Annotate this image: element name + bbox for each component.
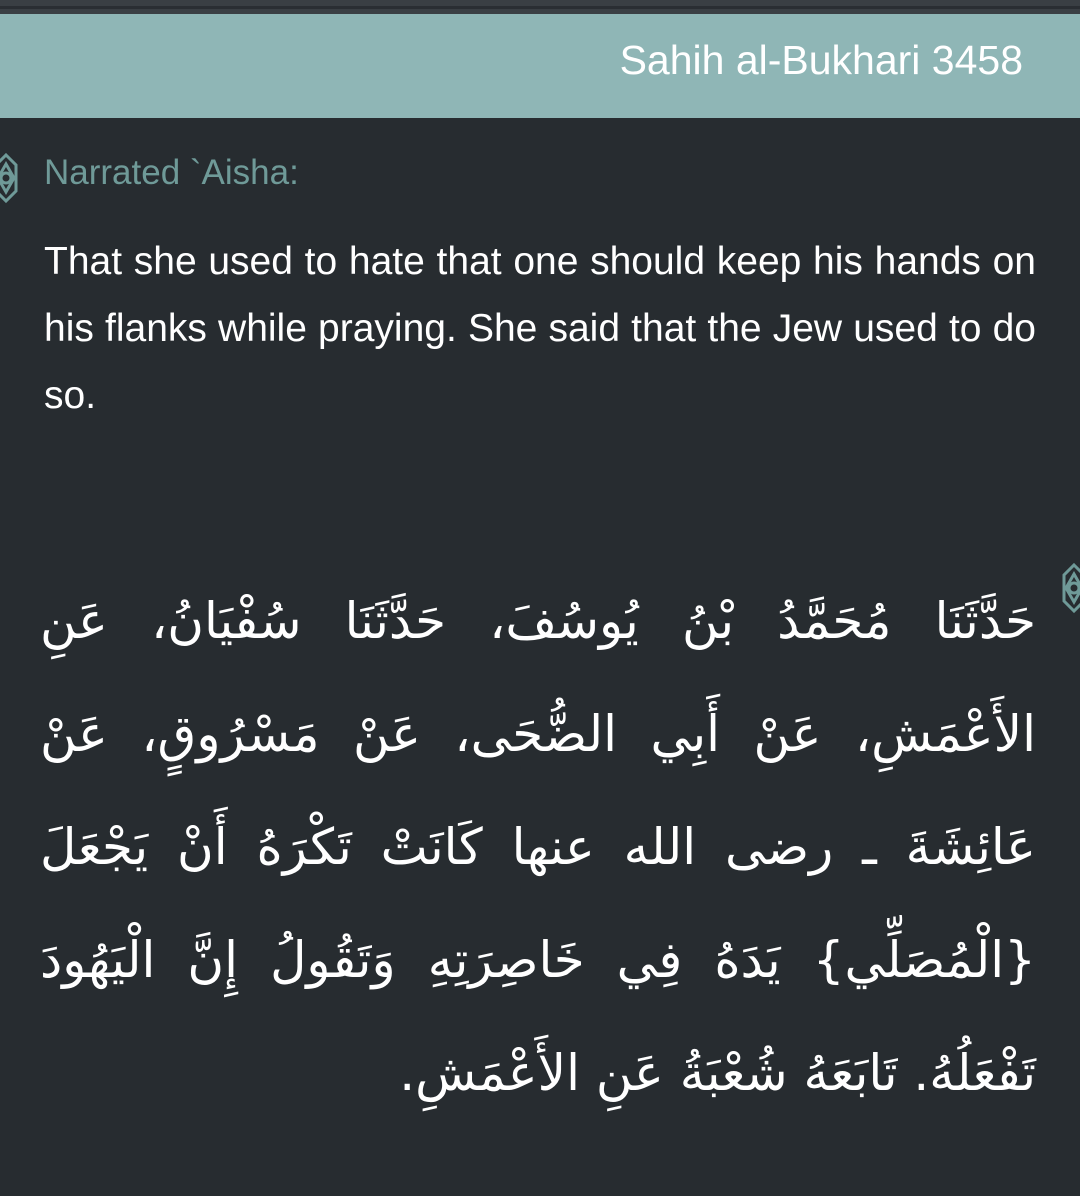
ornament-icon	[0, 152, 28, 204]
top-strip	[0, 0, 1080, 14]
narrator-label: Narrated `Aisha:	[44, 153, 299, 192]
arabic-hadith-text: حَدَّثَنَا مُحَمَّدُ بْنُ يُوسُفَ، حَدَّثَنَا سُفْيَانُ، عَنِ الأَعْمَشِ، عَنْ أَبِي الضُّحَى، عَنْ مَسْرُوقٍ، عَنْ عَائِشَةَ ـ رضى الله عنها كَانَتْ تَكْرَهُ أَنْ يَجْعَلَ {الْمُصَلِّي} يَدَهُ فِي خَاصِرَتِهِ وَتَقُولُ إِنَّ الْيَهُودَ تَفْعَلُهُ. تَابَعَهُ شُعْبَةُ عَنِ الأَعْمَشِ.	[40, 592, 1036, 1102]
hadith-reference[interactable]: Sahih al-Bukhari 3458	[619, 37, 1023, 83]
ornament-icon	[1052, 562, 1080, 614]
top-strip-line	[0, 6, 1080, 9]
english-hadith-text: That she used to hate that one should keep his hands on his flanks while praying. She said that the Jew used to do so.	[44, 240, 1036, 417]
hadith-header	[0, 14, 1080, 118]
